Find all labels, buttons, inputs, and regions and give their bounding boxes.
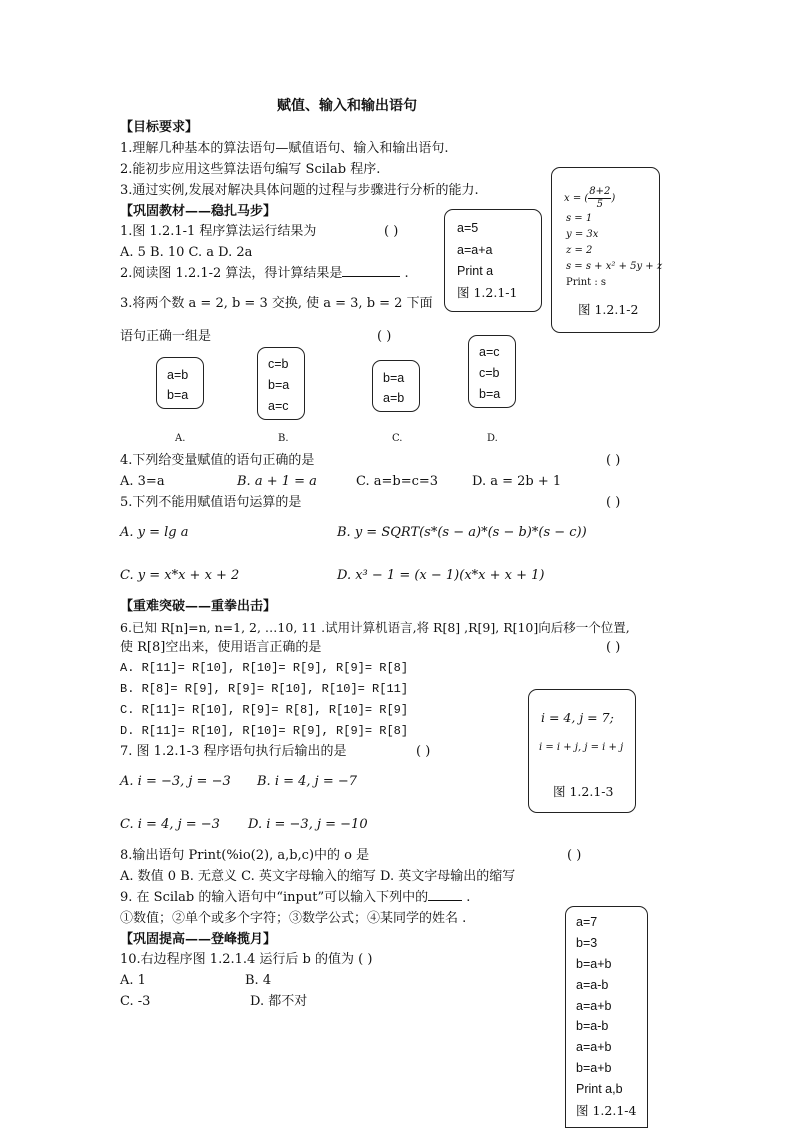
boxC-line-1: b=a bbox=[383, 371, 405, 385]
fig4-line-4: a=a-b bbox=[576, 978, 609, 992]
q4-c: C. a=b=c=3 bbox=[356, 474, 439, 489]
goal-2: 2.能初步应用这些算法语句编写 Scilab 程序. bbox=[120, 162, 381, 177]
fig4-line-2: b=3 bbox=[576, 936, 598, 950]
boxB-line-3: a=c bbox=[268, 399, 289, 413]
q5-paren: ( ) bbox=[606, 495, 621, 510]
figure-1-2-1-2 bbox=[551, 167, 663, 333]
boxB-line-2: b=a bbox=[268, 378, 290, 392]
q7-stem: 7. 图 1.2.1-3 程序语句执行后输出的是 bbox=[120, 744, 347, 759]
fig2-line-1: s = 1 bbox=[566, 213, 593, 224]
q3-label-c: C. bbox=[392, 433, 403, 444]
q6-option-c: C. R[11]= R[10], R[9]= R[8], R[10]= R[9] bbox=[120, 703, 409, 717]
option-box-d bbox=[468, 335, 516, 408]
fig4-line-8: b=a+b bbox=[576, 1061, 612, 1075]
q6-stem2: 使 R[8]空出来，使用语言正确的是 bbox=[120, 640, 322, 655]
q8-options: A. 数值 0 B. 无意义 C. 英文字母输入的缩写 D. 英文字母输出的缩写 bbox=[120, 869, 516, 884]
fig4-line-7: a=a+b bbox=[576, 1040, 612, 1054]
q5-c: C. y = x*x + x + 2 bbox=[120, 568, 240, 583]
q8-stem: 8.输出语句 Print(%io(2), a,b,c)中的 o 是 bbox=[120, 848, 370, 863]
q4-d: D. a = 2b + 1 bbox=[472, 474, 562, 489]
q9-items: ①数值；②单个或多个字符；③数学公式；④某同学的姓名 . bbox=[120, 911, 467, 926]
q10-b: B. 4 bbox=[245, 973, 272, 988]
q7-paren: ( ) bbox=[416, 744, 431, 759]
fig1-line-2: a=a+a bbox=[457, 243, 493, 257]
fig4-line-3: b=a+b bbox=[576, 957, 612, 971]
q9-stem-text: 9. 在 Scilab 的输入语句中“input”可以输入下列中的 bbox=[120, 890, 429, 905]
boxD-line-3: b=a bbox=[479, 387, 501, 401]
fig2-caption: 图 1.2.1-2 bbox=[578, 302, 639, 317]
q10-a: A. 1 bbox=[120, 973, 146, 988]
q8-paren: ( ) bbox=[567, 848, 582, 863]
section-basic: 【巩固教材——稳扎马步】 bbox=[120, 204, 277, 219]
fig2-x-end: ) bbox=[611, 193, 616, 204]
fig1-caption: 图 1.2.1-1 bbox=[457, 285, 518, 300]
boxA-line-1: a=b bbox=[167, 368, 189, 382]
section-goal: 【目标要求】 bbox=[120, 120, 199, 135]
fig1-line-3: Print a bbox=[457, 264, 494, 278]
fig2-line-4: s = s + x² + 5y + z bbox=[566, 261, 663, 272]
q3-stem2: 语句正确一组是 bbox=[120, 329, 212, 344]
figure-1-2-1-3 bbox=[528, 689, 636, 813]
q7-d: D. i = −3, j = −10 bbox=[248, 817, 368, 832]
q6-option-b: B. R[8]= R[9], R[9]= R[10], R[10]= R[11] bbox=[120, 682, 409, 696]
figure-1-2-1-1 bbox=[444, 209, 542, 312]
fig2-frac-den: 5 bbox=[596, 199, 604, 210]
q6-stem: 6.已知 R[n]=n, n=1, 2, …10, 11 .试用计算机语言,将 R[8] ,R[9], R[10]向后移一个位置, bbox=[120, 620, 630, 635]
q6-paren: ( ) bbox=[606, 640, 621, 655]
q9-blank[interactable] bbox=[428, 900, 462, 901]
q5-stem: 5.下列不能用赋值语句运算的是 bbox=[120, 495, 302, 510]
fig2-line-2: y = 3x bbox=[566, 229, 599, 240]
q5-d: D. x³ − 1 = (x − 1)(x*x + x + 1) bbox=[337, 568, 545, 583]
fig4-line-9: Print a,b bbox=[576, 1082, 623, 1096]
fig3-line-1: i = 4, j = 7; bbox=[541, 710, 614, 725]
q9-stem bbox=[120, 890, 470, 906]
q4-a: A. 3=a bbox=[120, 474, 165, 489]
figure-1-2-1-4 bbox=[565, 906, 648, 1128]
boxD-line-2: c=b bbox=[479, 366, 500, 380]
page-title: 赋值、输入和输出语句 bbox=[277, 98, 417, 114]
goal-3: 3.通过实例,发展对解决具体问题的过程与步骤进行分析的能力. bbox=[120, 183, 479, 198]
q4-stem: 4.下列给变量赋值的语句正确的是 bbox=[120, 453, 315, 468]
q2-blank[interactable] bbox=[342, 276, 400, 277]
fig2-line-5: Print : s bbox=[566, 277, 607, 288]
fig1-line-1: a=5 bbox=[457, 221, 479, 235]
q3-label-d: D. bbox=[487, 433, 498, 444]
fig4-caption: 图 1.2.1-4 bbox=[576, 1103, 637, 1118]
boxB-line-1: c=b bbox=[268, 357, 289, 371]
option-box-c bbox=[372, 360, 420, 412]
q3-label-b: B. bbox=[278, 433, 289, 444]
fig2-frac-num: 8+2 bbox=[589, 186, 611, 197]
q1-paren: ( ) bbox=[384, 224, 399, 239]
section-improve: 【巩固提高——登峰揽月】 bbox=[120, 932, 277, 947]
fig2-x-start: x = ( bbox=[564, 193, 589, 204]
q7-a: A. i = −3, j = −3 bbox=[120, 774, 231, 789]
fig3-line-2: i = i + j, j = i + j bbox=[539, 742, 624, 753]
q10-d: D. 都不对 bbox=[250, 994, 308, 1009]
q4-b: B. a + 1 = a bbox=[237, 474, 317, 489]
boxC-line-2: a=b bbox=[383, 391, 405, 405]
option-box-b bbox=[257, 347, 305, 420]
q7-c: C. i = 4, j = −3 bbox=[120, 817, 220, 832]
fig3-caption: 图 1.2.1-3 bbox=[553, 784, 614, 799]
option-box-a bbox=[156, 357, 204, 409]
fig4-line-5: a=a+b bbox=[576, 999, 612, 1013]
q2-stem-text: 2.阅读图 1.2.1-2 算法，得计算结果是 bbox=[120, 266, 343, 281]
q1-stem: 1.图 1.2.1-1 程序算法运行结果为 bbox=[120, 224, 317, 239]
q4-paren: ( ) bbox=[606, 453, 621, 468]
q6-option-d: D. R[11]= R[10], R[10]= R[9], R[9]= R[8] bbox=[120, 724, 409, 738]
fig4-line-1: a=7 bbox=[576, 915, 598, 929]
q6-option-a: A. R[11]= R[10], R[10]= R[9], R[9]= R[8] bbox=[120, 661, 409, 675]
fig2-line-x bbox=[564, 186, 615, 211]
section-key: 【重难突破——重拳出击】 bbox=[120, 599, 277, 614]
q3-label-a: A. bbox=[175, 433, 186, 444]
q2-tail: . bbox=[400, 266, 409, 281]
goal-1: 1.理解几种基本的算法语句—赋值语句、输入和输出语句. bbox=[120, 141, 449, 156]
boxD-line-1: a=c bbox=[479, 345, 500, 359]
q10-c: C. -3 bbox=[120, 994, 151, 1009]
fig2-line-3: z = 2 bbox=[566, 245, 593, 256]
q5-b: B. y = SQRT(s*(s − a)*(s − b)*(s − c)) bbox=[337, 525, 587, 540]
q5-a: A. y = lg a bbox=[120, 525, 189, 540]
boxA-line-2: b=a bbox=[167, 388, 189, 402]
q1-options: A. 5 B. 10 C. a D. 2a bbox=[120, 245, 253, 260]
q3-paren: ( ) bbox=[377, 329, 392, 344]
q2-stem bbox=[120, 266, 409, 282]
q10-stem: 10.右边程序图 1.2.1.4 运行后 b 的值为 ( ) bbox=[120, 952, 373, 967]
q9-tail: . bbox=[462, 890, 471, 905]
q7-b: B. i = 4, j = −7 bbox=[257, 774, 358, 789]
q3-stem: 3.将两个数 a = 2, b = 3 交换, 使 a = 3, b = 2 下面 bbox=[120, 296, 433, 311]
fig4-line-6: b=a-b bbox=[576, 1019, 609, 1033]
